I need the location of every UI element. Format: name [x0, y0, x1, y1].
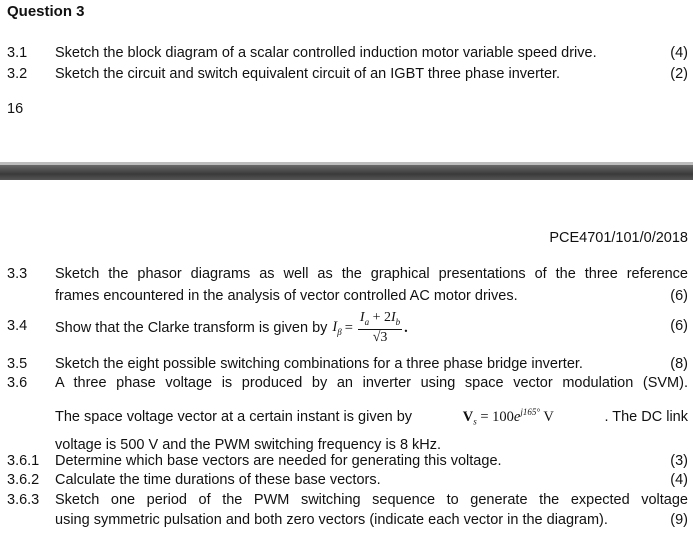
- equals-sign: =: [344, 319, 353, 336]
- clarke-line: [55, 308, 408, 348]
- item-number: 3.6.2: [7, 472, 40, 488]
- item-number: 3.5: [7, 356, 28, 372]
- fraction-numerator: [358, 310, 402, 331]
- item-text-line: A three phase voltage is produced by an inverter using space vector modulation (SVM).: [55, 375, 688, 391]
- item-marks: (6): [670, 288, 688, 304]
- item-text: Calculate the time durations of these base vectors.: [55, 472, 381, 488]
- item-marks: (2): [670, 66, 688, 82]
- item-number: 3.2: [7, 66, 28, 82]
- item-marks: (3): [670, 453, 688, 469]
- item-number: 3.3: [7, 266, 28, 282]
- eq-symbol: I: [391, 309, 396, 325]
- item-marks: (4): [670, 472, 688, 488]
- eq-subscript: b: [395, 316, 401, 327]
- item-text: Sketch the block diagram of a scalar controlled induction motor variable speed drive.: [55, 45, 597, 61]
- eq-exponential: e: [513, 408, 521, 425]
- clarke-fraction: [358, 310, 402, 347]
- item-text: Show that the Clarke transform is given by: [55, 320, 328, 336]
- space-vector-line: [55, 397, 688, 437]
- item-marks: (4): [670, 45, 688, 61]
- item-number: 3.6.1: [7, 453, 40, 469]
- item-number: 3.1: [7, 45, 28, 61]
- course-code: PCE4701/101/0/2018: [549, 230, 688, 246]
- item-text: Sketch the circuit and switch equivalent circuit of an IGBT three phase inverter.: [55, 66, 561, 82]
- eq-symbol: I: [359, 309, 365, 325]
- eq-symbol: I: [332, 319, 338, 336]
- item-marks: (8): [670, 356, 688, 372]
- equation-period: .: [404, 319, 408, 336]
- item-marks: (9): [670, 512, 688, 528]
- page-separator: [0, 165, 693, 180]
- eq-unit: V: [539, 408, 554, 425]
- item-number: 3.6.3: [7, 492, 40, 508]
- space-vector-equation: [463, 407, 554, 427]
- item-number: 3.6: [7, 375, 28, 391]
- item-text: Sketch the eight possible switching combinations for a three phase bridge inverter.: [55, 356, 583, 372]
- item-text-line: using symmetric pulsation and both zero vectors (indicate each vector in the diagram).: [55, 512, 608, 528]
- eq-operator: + 2: [369, 309, 391, 325]
- eq-subscript: β: [337, 326, 342, 337]
- item-text-line: Sketch one period of the PWM switching sequence to generate the expected voltage: [55, 492, 688, 508]
- item-text: Determine which base vectors are needed for generating this voltage.: [55, 453, 502, 469]
- eq-subscript: s: [473, 416, 477, 427]
- eq-subscript: a: [364, 316, 370, 327]
- eq-vector: V: [462, 408, 474, 425]
- item-text: . The DC link: [604, 409, 688, 425]
- item-text: The space voltage vector at a certain instant is given by: [55, 409, 413, 425]
- item-text-line: voltage is 500 V and the PWM switching frequency is 8 kHz.: [55, 437, 442, 453]
- item-text-line: Sketch the phasor diagrams as well as the graphical presentations of the three reference: [55, 266, 688, 282]
- fraction-denominator: √3: [372, 330, 388, 346]
- item-text-line: frames encountered in the analysis of vector controlled AC motor drives.: [55, 288, 518, 304]
- equation-lhs: [332, 319, 341, 337]
- item-number: 3.4: [7, 318, 28, 334]
- eq-value: = 100: [476, 408, 514, 425]
- page-number: 16: [7, 101, 24, 117]
- eq-exponent: j165°: [520, 407, 540, 418]
- item-marks: (6): [670, 318, 688, 334]
- question-heading: Question 3: [7, 3, 85, 20]
